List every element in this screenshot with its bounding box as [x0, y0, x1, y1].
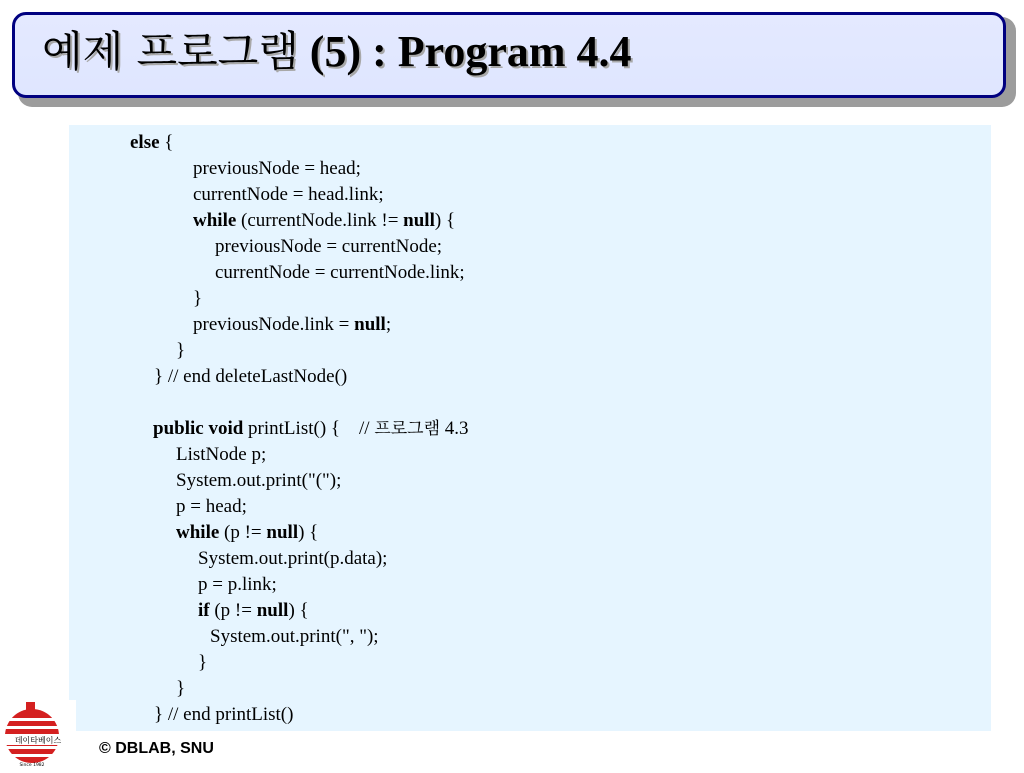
keyword: null: [354, 314, 386, 335]
code-line: } // end printList(): [154, 704, 294, 725]
slide-title-suffix: (5) : Program 4.4: [309, 27, 632, 76]
code-line: else {: [130, 132, 174, 153]
logo-since: Since 1982: [19, 763, 45, 768]
code-line: System.out.print(", ");: [210, 626, 379, 647]
logo-label: 데이타베이스: [14, 736, 62, 745]
code-line: currentNode = head.link;: [193, 184, 384, 205]
code-line: previousNode = head;: [193, 158, 361, 179]
code-line: previousNode = currentNode;: [215, 236, 443, 257]
code-line: while (p != null) {: [176, 522, 319, 543]
keyword: while: [176, 522, 220, 543]
keyword: null: [403, 210, 435, 231]
code-line: public void printList() { // 프로그램 4.3: [153, 418, 469, 439]
code-line: }: [176, 678, 186, 699]
dblab-logo-icon: [0, 700, 76, 768]
keyword: null: [266, 522, 299, 543]
keyword: public void: [153, 418, 244, 439]
code-line: ListNode p;: [176, 444, 267, 465]
code-line: }: [193, 288, 203, 309]
slide-title-korean: 예제 프로그램: [42, 27, 299, 76]
keyword: while: [193, 210, 237, 231]
code-line: while (currentNode.link != null) {: [193, 210, 456, 231]
code-line: previousNode.link = null;: [193, 314, 392, 335]
copyright: © DBLAB, SNU: [99, 740, 214, 757]
code-line: p = head;: [176, 496, 247, 517]
code-line: currentNode = currentNode.link;: [215, 262, 465, 283]
keyword: null: [256, 600, 289, 621]
code-line: p = p.link;: [198, 574, 277, 595]
code-line: }: [176, 340, 186, 361]
slide-title: [42, 26, 632, 78]
code-line: System.out.print("(");: [176, 470, 342, 491]
code-line: if (p != null) {: [198, 600, 309, 621]
code-line: }: [198, 652, 208, 673]
dblab-logo: [0, 700, 76, 768]
code-line: System.out.print(p.data);: [198, 548, 388, 569]
code-line: } // end deleteLastNode(): [154, 366, 348, 387]
keyword: else: [130, 132, 160, 153]
keyword: if: [198, 600, 210, 621]
